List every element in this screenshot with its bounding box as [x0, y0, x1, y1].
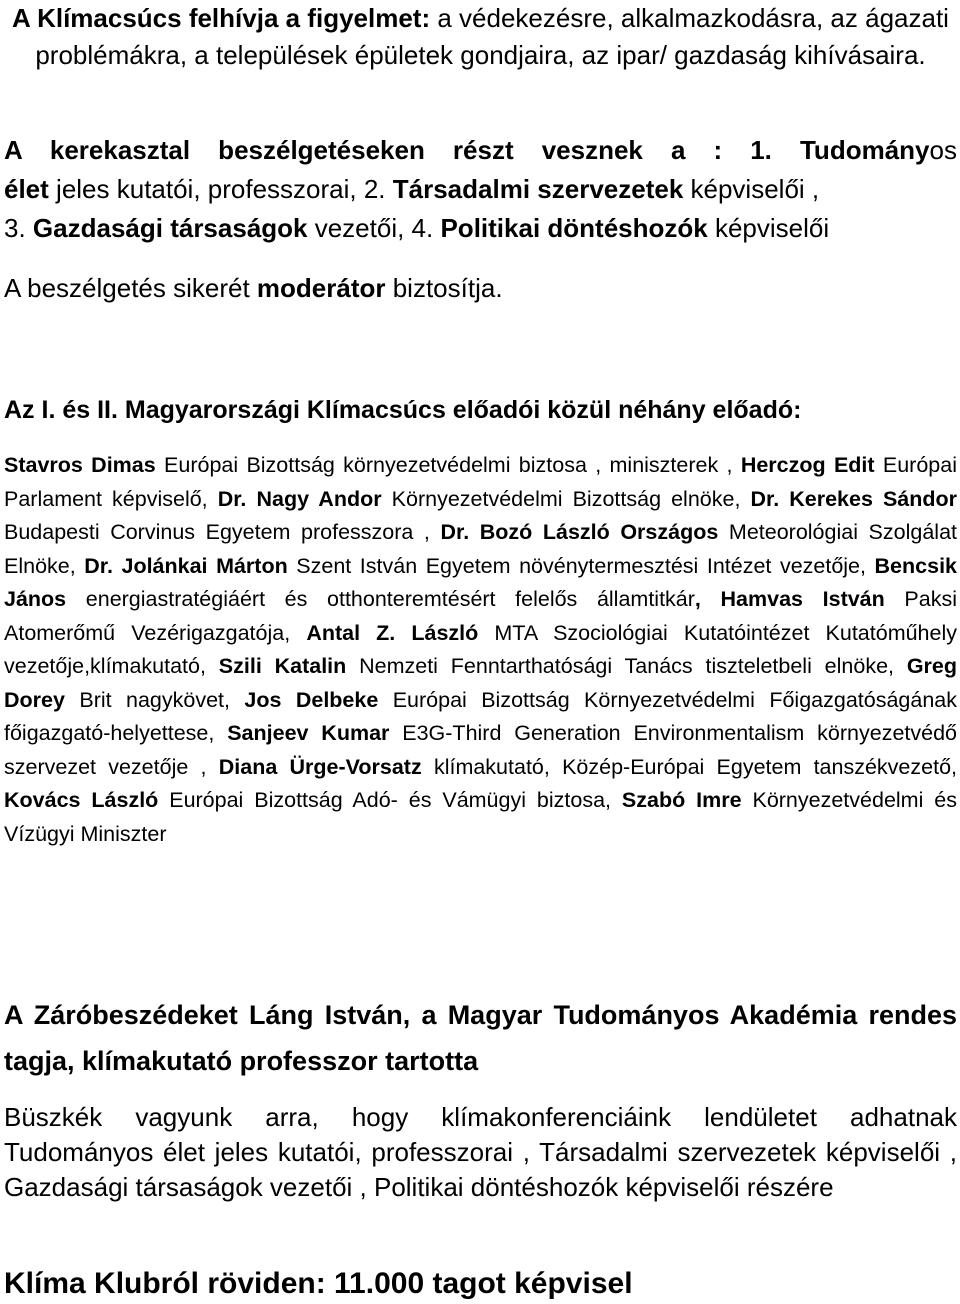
speaker-role: Környezetvédelmi Bizottság elnöke,: [381, 486, 751, 511]
speaker-name: Dr. Kerekes Sándor: [750, 486, 958, 511]
group-business-num: 3.: [4, 213, 33, 243]
intro-paragraph: [4, 0, 957, 74]
speaker-role: Európai Parlament képviselő,: [4, 453, 957, 511]
proud-paragraph: Büszkék vagyunk arra, hogy klímakonferenciáink lendületet adhatnak Tudományos élet jeles kutatói, professzorai , Társadalmi szervezetek képviselői , Gazdasági társaságok vezetői , Politikai döntéshozók képviselői részére: [4, 1102, 957, 1202]
moderator-post: biztosítja.: [385, 273, 503, 303]
speaker-name: , Hamvas István: [694, 587, 885, 611]
group-business: Gazdasági társaságok: [32, 213, 308, 243]
speakers-paragraph: [4, 449, 957, 851]
speaker-name: Herczog Edit: [740, 453, 875, 477]
closing-paragraph: A Záróbeszédeket Láng István, a Magyar Tudományos Akadémia rendes tagja, klímakutató professzor tartotta: [4, 1000, 957, 1076]
speaker-role: MTA Szociológiai Kutatóintézet Kutatóműhely vezetője,klímakutató,: [4, 620, 957, 678]
speaker-role: Európai Bizottság Környezetvédelmi Főigazgatóságának főigazgató-helyettese,: [4, 687, 958, 745]
intro-title: A Klímacsúcs felhívja a figyelmet:: [12, 3, 431, 33]
speaker-role: Nemzeti Fenntarthatósági Tanács tiszteletbeli elnöke,: [346, 654, 907, 678]
speaker-name: Sanjeev Kumar: [227, 721, 390, 745]
speaker-name: Bencsik János: [4, 553, 957, 611]
speaker-name: Kovács László: [4, 788, 159, 812]
speaker-role: E3G-Third Generation Environmentalism környezetvédő szervezet vezetője ,: [4, 721, 957, 779]
speaker-role: Környezetvédelmi és Vízügyi Miniszter: [4, 788, 957, 846]
speaker-name: Antal Z. László: [306, 620, 479, 645]
speaker-name: Dr. Jolánkai Márton: [84, 553, 288, 578]
speaker-role: Paksi Atomerőmű Vezérigazgatója,: [4, 587, 957, 645]
speaker-name: Stavros Dimas: [4, 453, 156, 477]
speaker-name: Diana Ürge-Vorsatz: [218, 754, 422, 779]
speaker-role: Európai Bizottság környezetvédelmi biztosa , miniszterek ,: [155, 453, 741, 477]
speaker-role: klímakutató, Közép-Európai Egyetem tanszékvezető,: [421, 754, 957, 779]
roundtable-line-2: [4, 171, 957, 208]
group-civil-text: képviselői ,: [683, 174, 820, 204]
roundtable-lead: A kerekasztal beszélgetéseken részt vesznek a : 1.: [4, 135, 772, 165]
group-civil: Társadalmi szervezetek: [392, 174, 684, 204]
group-policy: Politikai döntéshozók: [440, 213, 708, 243]
group-science: Tudomány: [799, 135, 930, 165]
speaker-role: energiastratégiáért és otthonteremtésért felelős államtitkár: [66, 587, 695, 611]
speaker-role: Budapesti Corvinus Egyetem professzora ,: [4, 520, 441, 544]
moderator-pre: A beszélgetés sikerét: [4, 273, 257, 303]
speaker-role: Európai Bizottság Adó- és Vámügyi biztosa,: [158, 788, 622, 812]
group-science-tail: os: [929, 135, 957, 165]
speaker-role: Szent István Egyetem növénytermesztési Intézet vezetője,: [287, 553, 875, 578]
speaker-name: Dr. Bozó László Országos: [440, 520, 719, 544]
roundtable-line-1: [4, 132, 957, 169]
group-science-2: élet: [4, 174, 49, 204]
speaker-role: Meteorológiai Szolgálat Elnöke,: [4, 520, 957, 578]
intro-text: a védekezésre, alkalmazkodásra, az ágazati problémákra, a települések épületek gondjaira, az ipar/ gazdaság kihívásaira.: [35, 3, 949, 70]
roundtable-line-3: [4, 210, 957, 247]
speaker-name: Dr. Nagy Andor: [217, 486, 382, 511]
speaker-role: Brit nagykövet,: [64, 687, 245, 712]
club-summary: Klíma Klubról röviden: 11.000 tagot képvisel: [4, 1267, 633, 1300]
moderator-bold: moderátor: [256, 273, 386, 303]
moderator-line: [4, 270, 957, 307]
group-business-text: vezetői, 4.: [307, 213, 441, 243]
group-science-text: jeles kutatói, professzorai, 2.: [48, 174, 393, 204]
speaker-name: Szili Katalin: [218, 654, 347, 678]
group-policy-text: képviselői: [707, 213, 830, 243]
speaker-name: Jos Delbeke: [244, 687, 379, 712]
speakers-heading: Az I. és II. Magyarországi Klímacsúcs előadói közül néhány előadó:: [4, 396, 802, 424]
speaker-name: Greg Dorey: [4, 654, 957, 712]
speaker-name: Szabó Imre: [621, 788, 742, 812]
